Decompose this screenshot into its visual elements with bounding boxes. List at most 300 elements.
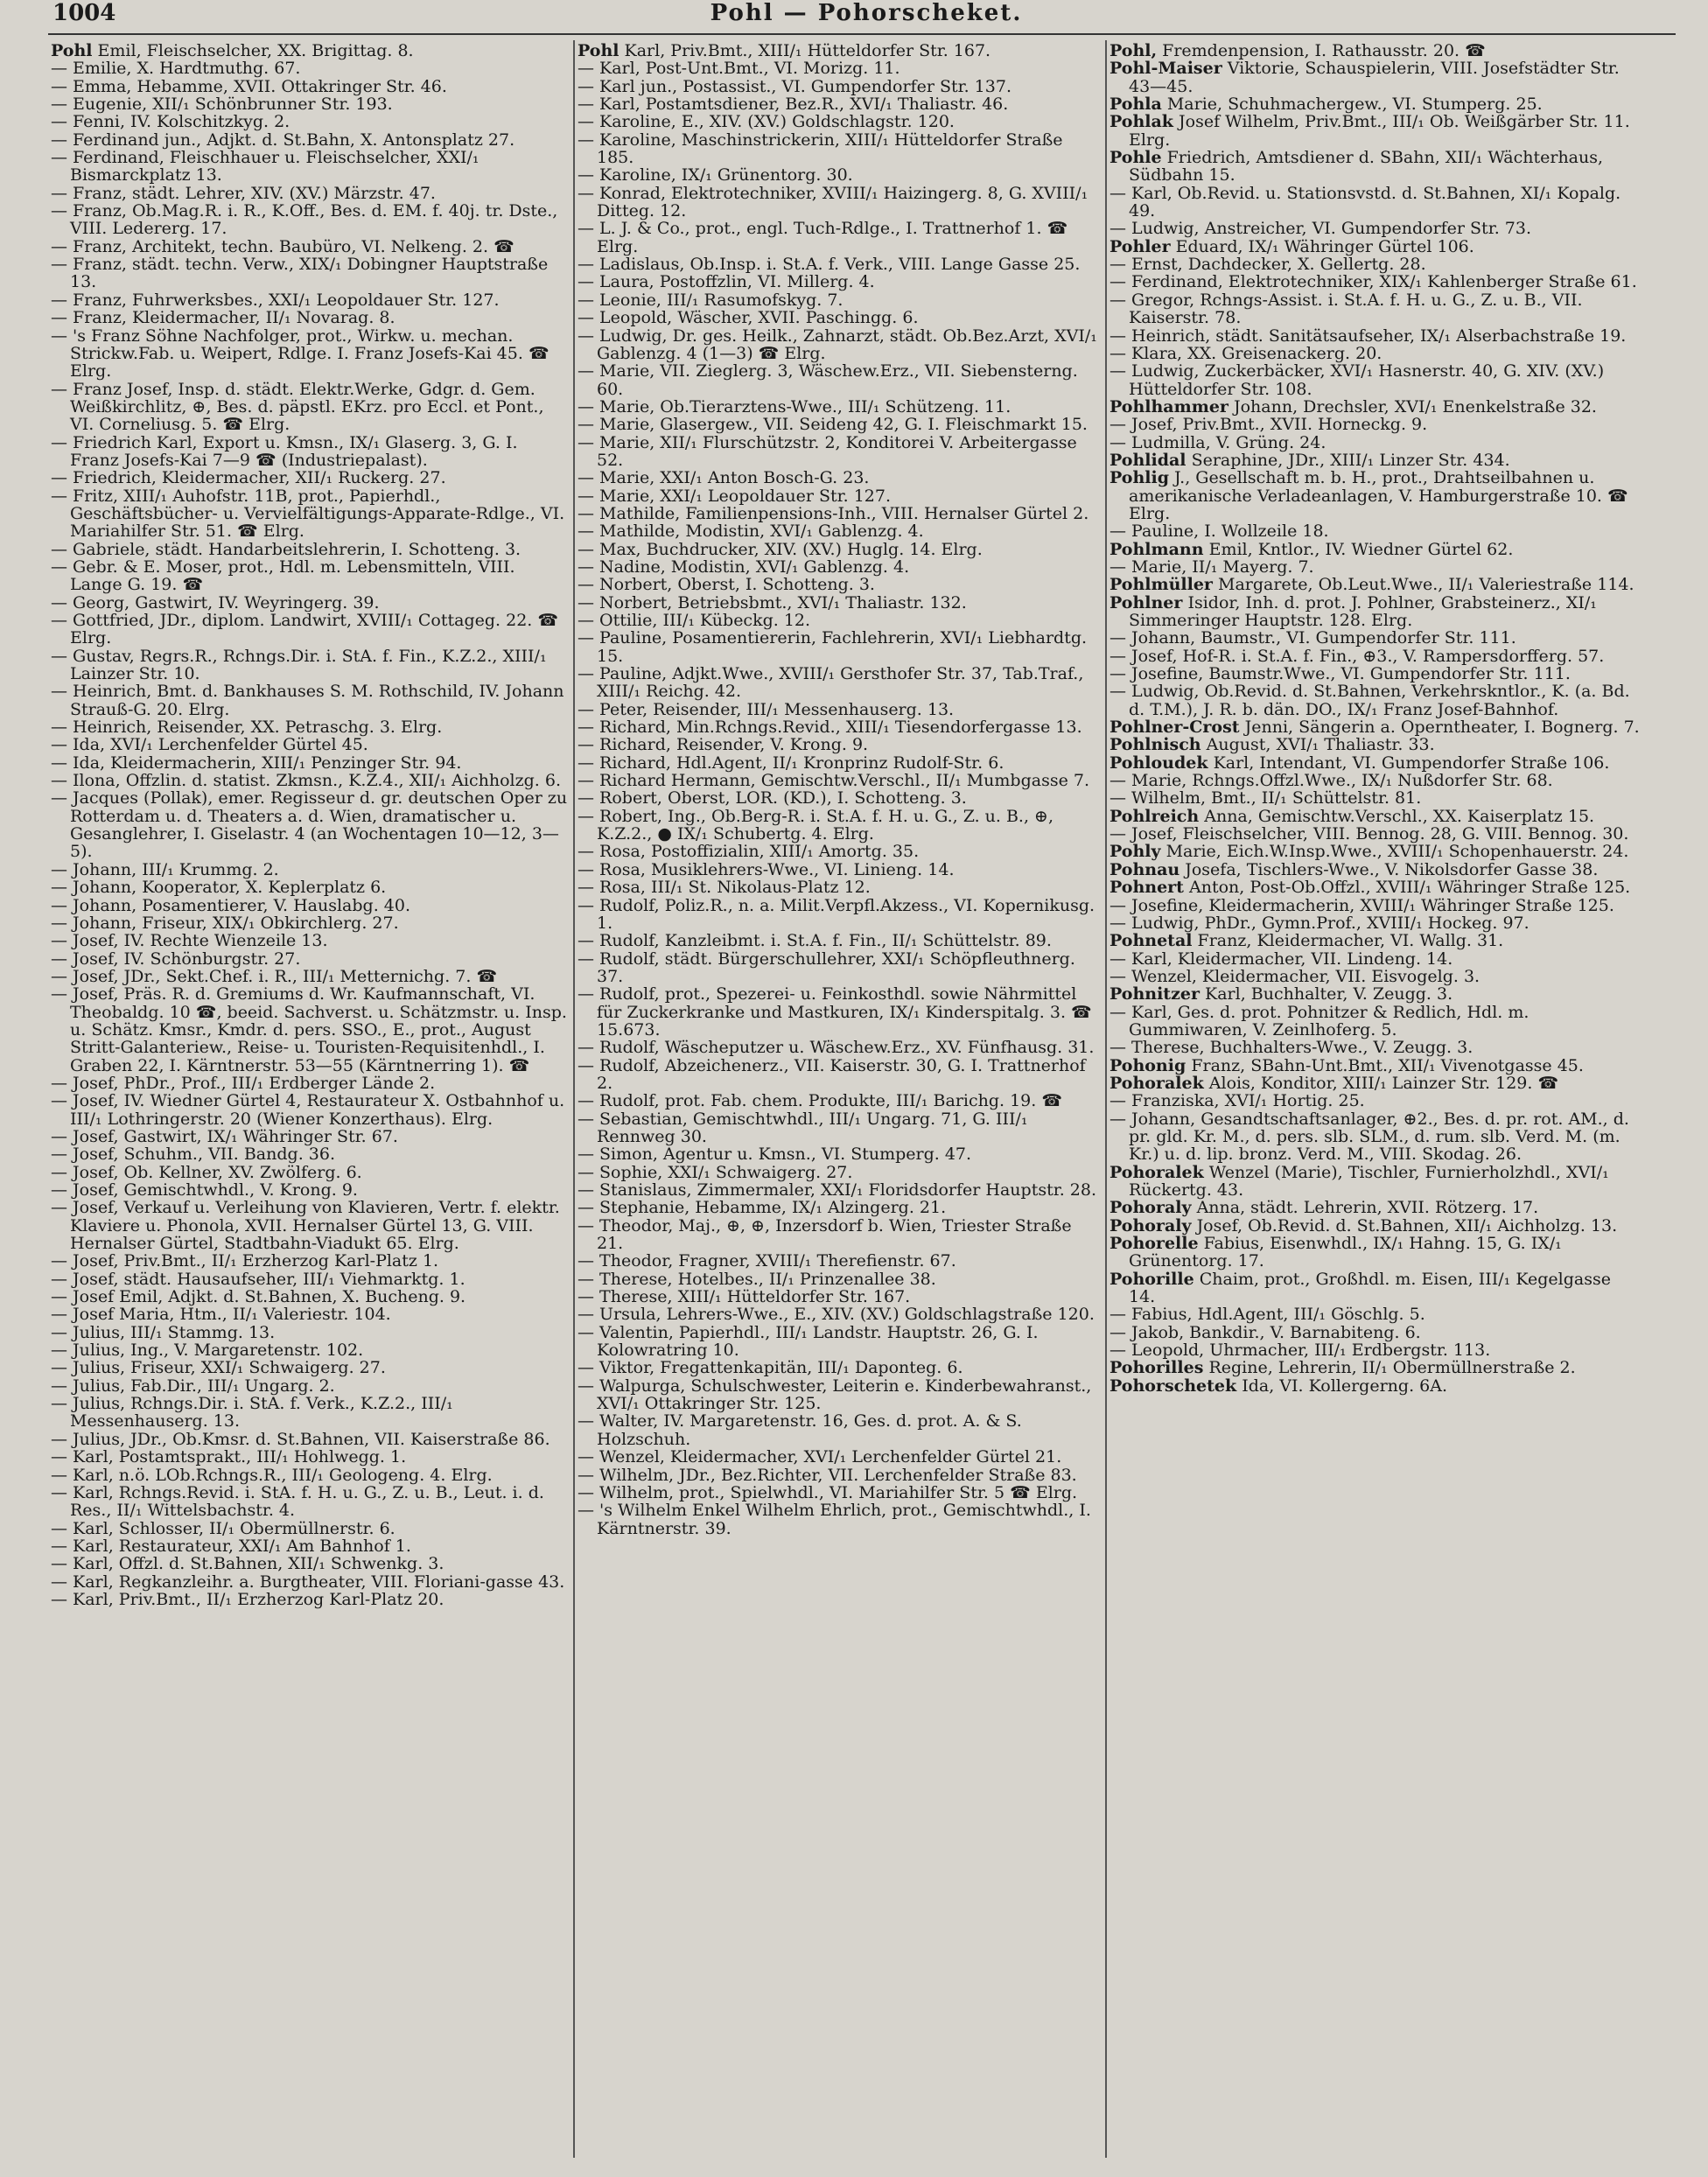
directory-entry: [51, 541, 569, 558]
entry-text: — Therese, XIII/₁ Hütteldorfer Str. 167.: [578, 1287, 911, 1307]
entry-surname: Pohlner-Crost: [1110, 718, 1240, 738]
directory-entry: [1110, 1306, 1640, 1323]
directory-entry: [51, 914, 569, 932]
entry-text: — Josef, Gastwirt, IX/₁ Währinger Str. 67.: [51, 1126, 398, 1146]
entry-surname: Pohorschetek: [1110, 1376, 1237, 1396]
entry-text: — Johann, Kooperator, X. Keplerplatz 6.: [51, 878, 387, 898]
directory-entry: [51, 1164, 569, 1181]
directory-entry: [51, 42, 569, 60]
entry-text: — Ferdinand jun., Adjkt. d. St.Bahn, X. Antonsplatz 27.: [51, 130, 515, 150]
entry-text: — Friedrich Karl, Export u. Kmsn., IX/₁ Glaserg. 3, G. I. Franz Josefs-Kai 7—9 ☎ (Industriepalast).: [51, 432, 518, 470]
directory-entry: [1110, 1235, 1640, 1270]
entry-text: Karl, Priv.Bmt., XIII/₁ Hütteldorfer Str. 167.: [624, 42, 991, 60]
directory-entry: [578, 1145, 1101, 1163]
entry-surname: Pohl,: [1110, 42, 1158, 60]
entry-surname: Pohorelle: [1110, 1234, 1199, 1254]
entry-text: — Franz, Kleidermacher, II/₁ Novarag. 8.: [51, 308, 396, 328]
entry-text: — Rudolf, Wäscheputzer u. Wäschew.Erz., XV. Fünfhausg. 31.: [578, 1038, 1095, 1058]
directory-entry: [578, 612, 1101, 629]
entry-text: — Josef, Verkauf u. Verleihung von Klavieren, Vertr. f. elektr. Klaviere u. Phonola, XVII. Hernalser Gürtel 13, G. VIII. Hernalser Gürtel, Stadtbahn-Viadukt 65. Elrg.: [51, 1198, 560, 1254]
entry-text: — Nadine, Modistin, XVI/₁ Gablenzg. 4.: [578, 556, 910, 577]
entry-surname: Pohler: [1110, 236, 1171, 256]
entry-text: — Ludwig, Ob.Revid. d. St.Bahnen, Verkehrskntlor., K. (a. Bd. d. T.M.), J. R. b. dän. DO., IX/₁ Franz Josef-Bahnhof.: [1110, 682, 1630, 719]
directory-entry: [1110, 327, 1640, 345]
directory-entry: [51, 558, 569, 594]
entry-text: — Franz, Architekt, techn. Baubüro, VI. Nelkeng. 2. ☎: [51, 236, 514, 256]
entry-text: — Rudolf, prot., Spezerei- u. Feinkosthdl. sowie Nährmittel für Zuckerkranke und Mastkuren, IX/₁ Kinderspitalg. 3. ☎ 15.673.: [578, 984, 1092, 1040]
directory-entry: [51, 469, 569, 486]
entry-text: — Johann, Baumstr., VI. Gumpendorfer Str. 111.: [1110, 628, 1516, 648]
directory-entry: [1110, 434, 1640, 452]
directory-entry: [1110, 1074, 1640, 1092]
directory-entry: [578, 1359, 1101, 1376]
entry-text: Karl, Buchhalter, V. Zeugg. 3.: [1205, 984, 1453, 1004]
directory-entry: [578, 1502, 1101, 1537]
entry-surname: Pohl: [578, 42, 620, 60]
entry-text: — Max, Buchdrucker, XIV. (XV.) Huglg. 14. Elrg.: [578, 539, 983, 559]
directory-entry: [51, 968, 569, 985]
entry-text: Regine, Lehrerin, II/₁ Obermüllnerstraße 2.: [1208, 1358, 1576, 1378]
directory-entry: [578, 932, 1101, 949]
entry-text: — Josef, Hof-R. i. St.A. f. Fin., ⊕3., V. Rampersdorfferg. 57.: [1110, 646, 1605, 666]
entry-text: — Rudolf, städt. Bürgerschullehrer, XXI/₁ Schöpfleuthnerg. 37.: [578, 948, 1075, 986]
entry-text: — Theodor, Maj., ⊕, ⊕, Inzersdorf b. Wien, Triester Straße 21.: [578, 1215, 1072, 1254]
entry-surname: Pohlmann: [1110, 539, 1204, 559]
directory-entry: [51, 1573, 569, 1591]
directory-entry: [578, 434, 1101, 470]
directory-entry: [578, 754, 1101, 772]
directory-entry: [1110, 629, 1640, 647]
directory-entry: [578, 505, 1101, 522]
directory-entry: [578, 1324, 1101, 1360]
directory-entry: [1110, 1341, 1640, 1359]
entry-text: Eduard, IX/₁ Währinger Gürtel 106.: [1175, 236, 1474, 256]
directory-entry: [1110, 932, 1640, 949]
entry-text: — Josef, JDr., Sekt.Chef. i. R., III/₁ Metternichg. 7. ☎: [51, 966, 498, 986]
entry-text: — Karl, Postamtsprakt., III/₁ Hohlwegg. 1.: [51, 1447, 407, 1467]
entry-text: — Gebr. & E. Moser, prot., Hdl. m. Lebensmitteln, VIII. Lange G. 19. ☎: [51, 556, 515, 595]
directory-entry: [51, 736, 569, 753]
entry-text: — Josef, Priv.Bmt., II/₁ Erzherzog Karl-Platz 1.: [51, 1251, 439, 1271]
directory-entry: [51, 682, 569, 718]
directory-entry: [1110, 897, 1640, 914]
entry-text: Emil, Kntlor., IV. Wiedner Gürtel 62.: [1208, 539, 1514, 559]
directory-entry: [578, 1217, 1101, 1253]
entry-text: Viktorie, Schauspielerin, VIII. Josefstädter Str. 43—45.: [1129, 59, 1620, 96]
directory-entry: [1110, 1270, 1640, 1306]
entry-text: — Jakob, Bankdir., V. Barnabiteng. 6.: [1110, 1322, 1421, 1342]
entry-surname: Pohl: [51, 42, 93, 60]
directory-entry: [1110, 772, 1640, 789]
directory-entry: [51, 1466, 569, 1484]
entry-text: — Karl, Offzl. d. St.Bahnen, XII/₁ Schwenkg. 3.: [51, 1554, 444, 1574]
entry-text: — Marie, XXI/₁ Leopoldauer Str. 127.: [578, 486, 892, 506]
entry-text: Josefa, Tischlers-Wwe., V. Nikolsdorfer Gasse 38.: [1185, 859, 1599, 879]
directory-entry: [51, 648, 569, 683]
entry-text: — Heinrich, Reisender, XX. Petraschg. 3. Elrg.: [51, 718, 443, 738]
directory-entry: [578, 594, 1101, 612]
directory-entry: [1110, 469, 1640, 522]
entry-text: — Karl, Rchngs.Revid. i. StA. f. H. u. G., Z. u. B., Leut. i. d. Res., II/₁ Wittelsbachstr. 4.: [51, 1482, 544, 1521]
directory-entry: [51, 95, 569, 113]
entry-text: — Marie, Ob.Tierarztens-Wwe., III/₁ Schützeng. 11.: [578, 396, 1012, 416]
directory-entry: [51, 1306, 569, 1323]
directory-entry: [1110, 1092, 1640, 1110]
entry-surname: Pohnau: [1110, 859, 1180, 879]
directory-entry: [51, 897, 569, 914]
directory-entry: [51, 256, 569, 291]
entry-text: — Johann, Gesandtschaftsanlager, ⊕2., Bes. d. pr. rot. AM., d. pr. gld. Kr. M., d. pers. slb. SLM., d. rum. slb. Verd. M. (m. Kr.) u. d. lip. bronz. Verd. M., VIII. Skodag. 26.: [1110, 1109, 1629, 1165]
directory-entry: [51, 1288, 569, 1306]
directory-entry: [51, 772, 569, 789]
entry-text: — Klara, XX. Greisenackerg. 20.: [1110, 343, 1382, 363]
running-head: Pohl — Pohorscheket.: [710, 0, 1023, 26]
entry-text: — Josef Emil, Adjkt. d. St.Bahnen, X. Bucheng. 9.: [51, 1287, 466, 1307]
entry-surname: Pohl-Maiser: [1110, 59, 1222, 79]
directory-entry: [51, 1145, 569, 1163]
directory-entry: [51, 327, 569, 381]
entry-surname: Pohlhammer: [1110, 396, 1228, 416]
entry-text: — Karl, Ob.Revid. u. Stationsvstd. d. St.Bahnen, XI/₁ Kopalg. 49.: [1110, 183, 1621, 221]
directory-entry: [51, 434, 569, 470]
directory-entry: [578, 629, 1101, 665]
entry-text: — Josef, Fleischselcher, VIII. Bennog. 28, G. VIII. Bennog. 30.: [1110, 824, 1629, 844]
entry-text: — Richard, Reisender, V. Krong. 9.: [578, 735, 869, 755]
entry-text: — Franz, Ob.Mag.R. i. R., K.Off., Bes. d. EM. f. 40j. tr. Dste., VIII. Ledererg. 17.: [51, 201, 558, 239]
directory-entry: [1110, 985, 1640, 1003]
directory-entry: [578, 327, 1101, 363]
entry-text: Marie, Schuhmachergew., VI. Stumperg. 25.: [1166, 94, 1543, 115]
directory-entry: [578, 1270, 1101, 1288]
entry-text: — Julius, Friseur, XXI/₁ Schwaigerg. 27.: [51, 1358, 386, 1378]
entry-text: — Leopold, Uhrmacher, III/₁ Erdbergstr. 113.: [1110, 1340, 1491, 1361]
directory-entry: [1110, 968, 1640, 985]
directory-entry: [578, 1306, 1101, 1323]
directory-entry: [1110, 718, 1640, 736]
directory-entry: [578, 78, 1101, 95]
directory-entry: [1110, 1004, 1640, 1040]
entry-text: — Ferdinand, Fleischhauer u. Fleischselcher, XXI/₁ Bismarckplatz 13.: [51, 148, 480, 186]
entry-text: August, XVI/₁ Thaliastr. 33.: [1206, 735, 1435, 755]
directory-entry: [578, 398, 1101, 416]
entry-text: — Fritz, XIII/₁ Auhofstr. 11B, prot., Papierhdl., Geschäftsbücher- u. Vervielfältigungs-Apparate-Rdlge., VI. Mariahilfer Str. 51. ☎ Elrg.: [51, 486, 565, 542]
entry-text: — Sophie, XXI/₁ Schwaigerg. 27.: [578, 1162, 853, 1182]
entry-surname: Pohorilles: [1110, 1358, 1204, 1378]
entry-text: Fremdenpension, I. Rathausstr. 20. ☎: [1162, 42, 1486, 60]
directory-entry: [1110, 1039, 1640, 1056]
entry-text: Josef, Ob.Revid. d. St.Bahnen, XII/₁ Aichholzg. 13.: [1196, 1215, 1618, 1236]
entry-text: — Franziska, XVI/₁ Hortig. 25.: [1110, 1091, 1365, 1111]
entry-text: — Pauline, Adjkt.Wwe., XVIII/₁ Gersthofer Str. 37, Tab.Traf., XIII/₁ Reichg. 42.: [578, 664, 1084, 702]
entry-text: — Georg, Gastwirt, IV. Weyringerg. 39.: [51, 592, 380, 612]
directory-entry: [1110, 1057, 1640, 1074]
entry-surname: Pohlidal: [1110, 450, 1186, 470]
entry-text: — 's Franz Söhne Nachfolger, prot., Wirkw. u. mechan. Strickw.Fab. u. Weipert, Rdlge. I. Franz Josefs-Kai 45. ☎ Elrg.: [51, 326, 550, 382]
directory-entry: [51, 78, 569, 95]
directory-entry: [51, 1341, 569, 1359]
directory-entry: [578, 736, 1101, 753]
entry-text: — Ludwig, Dr. ges. Heilk., Zahnarzt, städt. Ob.Bez.Arzt, XVI/₁ Gablenzg. 4 (1—3) ☎ Elrg.: [578, 326, 1097, 363]
directory-entry: [1110, 1110, 1640, 1164]
entry-text: — Rosa, Musiklehrers-Wwe., VI. Linieng. 14.: [578, 859, 955, 879]
directory-entry: [51, 861, 569, 878]
directory-entry: [578, 522, 1101, 540]
directory-entry: [1110, 42, 1640, 60]
directory-entry: [578, 1448, 1101, 1466]
directory-entry: [1110, 950, 1640, 968]
entry-text: — Pauline, I. Wollzeile 18.: [1110, 522, 1329, 542]
directory-entry: [1110, 825, 1640, 843]
entry-text: — Marie, Glasergew., VII. Seideng 42, G. I. Fleischmarkt 15.: [578, 415, 1088, 435]
directory-entry: [578, 718, 1101, 736]
directory-entry: [578, 878, 1101, 896]
directory-entry: [1110, 682, 1640, 718]
entry-surname: Pohlreich: [1110, 806, 1200, 826]
entry-text: — Marie, XXI/₁ Anton Bosch-G. 23.: [578, 468, 870, 488]
entry-text: — Heinrich, Bmt. d. Bankhauses S. M. Rothschild, IV. Johann Strauß-G. 20. Elrg.: [51, 682, 564, 719]
entry-surname: Pohlner: [1110, 592, 1183, 612]
directory-entry: [1110, 594, 1640, 630]
entry-text: Friedrich, Amtsdiener d. SBahn, XII/₁ Wächterhaus, Südbahn 15.: [1129, 148, 1604, 186]
directory-entry: [578, 220, 1101, 256]
entry-surname: Pohly: [1110, 842, 1161, 862]
entry-text: — Ferdinand, Elektrotechniker, XIX/₁ Kahlenberger Straße 61.: [1110, 272, 1637, 292]
directory-entry: [578, 416, 1101, 433]
entry-text: — Marie, II/₁ Mayerg. 7.: [1110, 556, 1314, 577]
directory-entry: [1110, 736, 1640, 753]
entry-text: — Mathilde, Familienpensions-Inh., VIII. Hernalser Gürtel 2.: [578, 503, 1089, 523]
entry-text: — L. J. & Co., prot., engl. Tuch-Rdlge., I. Trattnerhof 1. ☎ Elrg.: [578, 219, 1068, 256]
entry-text: Marie, Eich.W.Insp.Wwe., XVIII/₁ Schopenhauerstr. 24.: [1166, 842, 1629, 862]
entry-text: — Marie, Rchngs.Offzl.Wwe., IX/₁ Nußdorfer Str. 68.: [1110, 771, 1553, 791]
entry-text: Wenzel (Marie), Tischler, Furnierholzhdl., XVI/₁ Rückertg. 43.: [1129, 1162, 1609, 1200]
directory-entry: [578, 985, 1101, 1039]
directory-entry: [51, 131, 569, 149]
directory-entry: [1110, 362, 1640, 398]
directory-entry: [1110, 754, 1640, 772]
directory-entry: [51, 878, 569, 896]
entry-text: — Karl, Ges. d. prot. Pohnitzer & Redlich, Hdl. m. Gummiwaren, V. Zeinlhoferg. 5.: [1110, 1002, 1530, 1040]
directory-entry: [51, 202, 569, 238]
entry-text: — Mathilde, Modistin, XVI/₁ Gablenzg. 4.: [578, 522, 924, 542]
entry-text: — Leonie, III/₁ Rasumofskyg. 7.: [578, 290, 844, 310]
entry-text: — Therese, Hotelbes., II/₁ Prinzenallee 38.: [578, 1269, 936, 1289]
entry-text: — Valentin, Papierhdl., III/₁ Landstr. Hauptstr. 26, G. I. Kolowratring 10.: [578, 1322, 1039, 1361]
entry-surname: Pohlig: [1110, 468, 1169, 488]
directory-entry: [578, 113, 1101, 130]
entry-text: — Ludwig, PhDr., Gymn.Prof., XVIII/₁ Hockeg. 97.: [1110, 913, 1530, 933]
entry-surname: Pohla: [1110, 94, 1162, 115]
entry-text: — Josefine, Baumstr.Wwe., VI. Gumpendorfer Str. 111.: [1110, 664, 1571, 684]
entry-text: — Josef, IV. Schönburgstr. 27.: [51, 948, 301, 969]
directory-entry: [1110, 648, 1640, 665]
entry-text: Seraphine, JDr., XIII/₁ Linzer Str. 434.: [1191, 450, 1510, 470]
column-2: [578, 42, 1101, 2160]
directory-entry: [1110, 95, 1640, 113]
entry-text: — Ilona, Offzlin. d. statist. Zkmsn., K.Z.4., XII/₁ Aichholzg. 6.: [51, 771, 561, 791]
entry-text: — Rudolf, Poliz.R., n. a. Milit.Verpfl.Akzess., VI. Kopernikusg. 1.: [578, 895, 1096, 933]
entry-text: — Sebastian, Gemischtwhdl., III/₁ Ungarg. 71, G. III/₁ Rennweg 30.: [578, 1109, 1028, 1146]
directory-entry: [51, 1537, 569, 1555]
entry-text: — Ludwig, Anstreicher, VI. Gumpendorfer Str. 73.: [1110, 219, 1531, 239]
directory-entry: [1110, 558, 1640, 576]
directory-entry: [578, 897, 1101, 933]
entry-text: — Franz, städt. Lehrer, XIV. (XV.) Märzstr. 47.: [51, 183, 436, 203]
entry-text: — Ludmilla, V. Grüng. 24.: [1110, 432, 1326, 452]
entry-text: — Karl, Postamtsdiener, Bez.R., XVI/₁ Thaliastr. 46.: [578, 94, 1009, 115]
directory-entry: [1110, 149, 1640, 185]
directory-entry: [1110, 808, 1640, 825]
page-header: [52, 0, 1680, 26]
entry-text: — 's Wilhelm Enkel Wilhelm Ehrlich, prot., Gemischtwhdl., I. Kärntnerstr. 39.: [578, 1501, 1091, 1538]
directory-entry: [51, 1128, 569, 1145]
entry-text: — Gustav, Regrs.R., Rchngs.Dir. i. StA. f. Fin., K.Z.2., XIII/₁ Lainzer Str. 10.: [51, 646, 547, 684]
directory-entry: [578, 469, 1101, 486]
entry-text: — Josef, IV. Rechte Wienzeile 13.: [51, 931, 328, 951]
directory-entry: [51, 1181, 569, 1199]
entry-text: Anna, städt. Lehrerin, XVII. Rötzerg. 17.: [1196, 1198, 1539, 1218]
entry-surname: Pohoralek: [1110, 1162, 1204, 1182]
directory-entry: [1110, 273, 1640, 290]
entry-text: — Wilhelm, Bmt., II/₁ Schüttelstr. 81.: [1110, 788, 1422, 808]
entry-surname: Pohnitzer: [1110, 984, 1200, 1004]
column-separator: [573, 40, 575, 2158]
entry-text: Anna, Gemischtw.Verschl., XX. Kaiserplatz 15.: [1204, 806, 1595, 826]
entry-text: — Josef, Priv.Bmt., XVII. Horneckg. 9.: [1110, 415, 1428, 435]
entry-text: — Karl, Restaurateur, XXI/₁ Am Bahnhof 1.: [51, 1536, 411, 1556]
directory-entry: [51, 718, 569, 736]
header-rule: [48, 33, 1676, 35]
directory-entry: [578, 166, 1101, 184]
directory-entry: [1110, 1324, 1640, 1341]
directory-entry: [51, 932, 569, 949]
entry-text: — Ernst, Dachdecker, X. Gellertg. 28.: [1110, 255, 1426, 275]
directory-entry: [578, 185, 1101, 220]
entry-text: — Julius, JDr., Ob.Kmsr. d. St.Bahnen, VII. Kaiserstraße 86.: [51, 1429, 550, 1449]
directory-entry: [578, 541, 1101, 558]
directory-entry: [578, 1181, 1101, 1199]
entry-surname: Pohle: [1110, 148, 1162, 168]
entry-text: — Fenni, IV. Kolschitzkyg. 2.: [51, 112, 290, 132]
entry-text: — Karl, Priv.Bmt., II/₁ Erzherzog Karl-Platz 20.: [51, 1589, 444, 1609]
directory-entry: [578, 843, 1101, 860]
entry-text: Jenni, Sängerin a. Operntheater, I. Bognerg. 7.: [1244, 718, 1640, 738]
entry-text: — Ladislaus, Ob.Insp. i. St.A. f. Verk., VIII. Lange Gasse 25.: [578, 255, 1081, 275]
page-number: 1004: [52, 0, 116, 26]
entry-text: — Stephanie, Hebamme, IX/₁ Alzingerg. 21.: [578, 1198, 947, 1218]
entry-text: — Josef, Präs. R. d. Gremiums d. Wr. Kaufmannschaft, VI. Theobaldg. 10 ☎, beeid. Sachverst. u. Schätzmstr. u. Insp. u. Schätz. Kmsr., Kmdr. d. pers. SSO., E., prot., August Stritt-Galanteriew., Reise- u. Touristen-Requisitenhdl., I. Graben 22, I. Kärntnerstr. 53—55 (Kärntnerring 1). ☎: [51, 984, 567, 1075]
entry-surname: Pohonig: [1110, 1055, 1186, 1075]
directory-entry: [51, 1448, 569, 1466]
directory-entry: [51, 1555, 569, 1572]
directory-entry: [578, 309, 1101, 326]
entry-text: — Eugenie, XII/₁ Schönbrunner Str. 193.: [51, 94, 393, 115]
directory-entry: [578, 362, 1101, 398]
directory-entry: [1110, 416, 1640, 433]
directory-entry: [578, 1057, 1101, 1093]
entry-text: — Franz, Fuhrwerksbes., XXI/₁ Leopoldauer Str. 127.: [51, 290, 500, 310]
entry-text: — Josef Maria, Htm., II/₁ Valeriestr. 104.: [51, 1305, 391, 1325]
entry-text: — Wenzel, Kleidermacher, VII. Eisvogelg. 3.: [1110, 966, 1480, 986]
directory-entry: [578, 1288, 1101, 1306]
directory-entry: [578, 665, 1101, 701]
entry-text: — Johann, Friseur, XIX/₁ Obkirchlerg. 27.: [51, 913, 399, 933]
entry-text: — Richard, Hdl.Agent, II/₁ Kronprinz Rudolf-Str. 6.: [578, 752, 1004, 773]
entry-text: — Marie, VII. Zieglerg. 3, Wäschew.Erz., VII. Siebensterng. 60.: [578, 361, 1078, 399]
entry-text: — Karoline, E., XIV. (XV.) Goldschlagstr. 120.: [578, 112, 955, 132]
directory-entry: [1110, 452, 1640, 469]
directory-entry: [51, 1074, 569, 1092]
entry-text: Alois, Konditor, XIII/₁ Lainzer Str. 129. ☎: [1208, 1073, 1559, 1093]
entry-text: — Fabius, Hdl.Agent, III/₁ Göschlg. 5.: [1110, 1305, 1425, 1325]
directory-entry: [51, 1520, 569, 1537]
directory-entry: [1110, 576, 1640, 593]
entry-text: — Gabriele, städt. Handarbeitslehrerin, I. Schotteng. 3.: [51, 539, 522, 559]
directory-entry: [1110, 843, 1640, 860]
directory-entry: [578, 1412, 1101, 1448]
entry-text: — Friedrich, Kleidermacher, XII/₁ Ruckerg. 27.: [51, 468, 446, 488]
entry-surname: Pohlnisch: [1110, 735, 1201, 755]
entry-text: — Rudolf, prot. Fab. chem. Produkte, III/₁ Barichg. 19. ☎: [578, 1091, 1063, 1111]
entry-text: — Julius, Rchngs.Dir. i. StA. f. Verk., K.Z.2., III/₁ Messenhauserg. 13.: [51, 1394, 453, 1432]
directory-entry: [51, 1324, 569, 1341]
directory-entry: [51, 1252, 569, 1270]
entry-text: — Karl, Regkanzleihr. a. Burgtheater, VIII. Floriani-gasse 43.: [51, 1572, 565, 1592]
directory-entry: [51, 1092, 569, 1128]
directory-entry: [51, 149, 569, 185]
directory-entry: [578, 1092, 1101, 1110]
directory-entry: [51, 60, 569, 77]
entry-text: — Julius, Ing., V. Margaretenstr. 102.: [51, 1340, 364, 1361]
directory-entry: [1110, 878, 1640, 896]
entry-text: — Pauline, Posamentiererin, Fachlehrerin, XVI/₁ Liebhardtg. 15.: [578, 628, 1088, 666]
directory-entry: [51, 1199, 569, 1252]
entry-text: — Josef, städt. Hausaufseher, III/₁ Viehmarktg. 1.: [51, 1269, 466, 1289]
entry-text: — Karoline, Maschinstrickerin, XIII/₁ Hütteldorfer Straße 185.: [578, 130, 1063, 168]
entry-text: — Simon, Agentur u. Kmsn., VI. Stumperg. 47.: [578, 1144, 972, 1165]
entry-text: — Ida, XVI/₁ Lerchenfelder Gürtel 45.: [51, 735, 368, 755]
entry-text: J., Gesellschaft m. b. H., prot., Drahtseilbahnen u. amerikanische Verladeanlagen, V. Hamburgerstraße 10. ☎ Elrg.: [1129, 468, 1628, 523]
entry-text: — Jacques (Pollak), emer. Regisseur d. gr. deutschen Oper zu Rotterdam u. d. Theaters a. d. Wien, dramatischer u. Gesanglehrer, I. Giselastr. 4 (an Wochentagen 10—12, 3—5).: [51, 788, 568, 862]
entry-text: — Theodor, Fragner, XVIII/₁ Therefienstr. 67.: [578, 1251, 956, 1271]
column-3: [1110, 42, 1640, 2160]
entry-surname: Pohloudek: [1110, 752, 1208, 773]
entry-surname: Pohoraly: [1110, 1198, 1192, 1218]
entry-text: — Karl jun., Postassist., VI. Gumpendorfer Str. 137.: [578, 76, 1012, 96]
directory-entry: [578, 861, 1101, 878]
directory-entry: [1110, 60, 1640, 95]
directory-entry: [578, 1199, 1101, 1216]
entry-text: — Wilhelm, JDr., Bez.Richter, VII. Lerchenfelder Straße 83.: [578, 1465, 1077, 1485]
directory-entry: [578, 42, 1101, 60]
entry-text: — Richard Hermann, Gemischtw.Verschl., II/₁ Mumbgasse 7.: [578, 771, 1090, 791]
entry-surname: Pohorille: [1110, 1269, 1194, 1289]
directory-entry: [578, 487, 1101, 505]
entry-text: — Rosa, III/₁ St. Nikolaus-Platz 12.: [578, 878, 871, 898]
directory-entry: [51, 1270, 569, 1288]
entry-surname: Pohnetal: [1110, 931, 1193, 951]
entry-text: — Johann, III/₁ Krummg. 2.: [51, 859, 279, 879]
entry-text: — Emilie, X. Hardtmuthg. 67.: [51, 59, 301, 79]
entry-text: — Walter, IV. Margaretenstr. 16, Ges. d. prot. A. & S. Holzschuh.: [578, 1411, 1022, 1449]
entry-text: — Julius, III/₁ Stammg. 13.: [51, 1322, 276, 1342]
directory-entry: [51, 1377, 569, 1395]
directory-entry: [578, 1252, 1101, 1270]
directory-entry: [578, 1377, 1101, 1413]
entry-text: — Ida, Kleidermacherin, XIII/₁ Penzinger Str. 94.: [51, 752, 462, 773]
directory-entry: [1110, 1217, 1640, 1235]
directory-entry: [1110, 238, 1640, 256]
